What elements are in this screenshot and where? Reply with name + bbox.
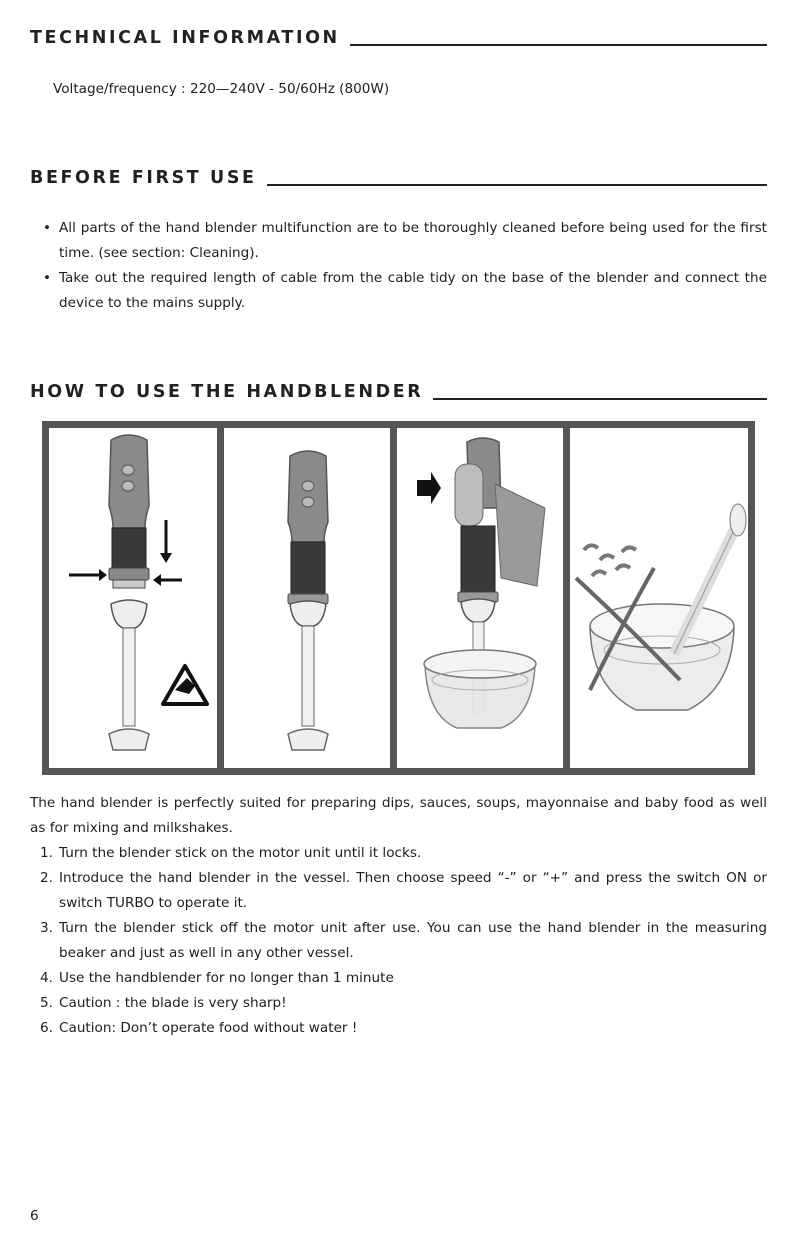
before-first-use-heading	[30, 169, 767, 187]
mixing-bowl-illustration	[570, 428, 748, 768]
section-title: HOW TO USE THE HANDBLENDER	[30, 382, 424, 402]
how-to-use-intro: The hand blender is perfectly suited for preparing dips, sauces, soups, mayonnaise and baby food as well as for mixing and milkshakes.	[30, 795, 767, 836]
how-to-use-steps	[30, 841, 767, 1041]
before-first-use-list	[30, 216, 767, 316]
attach-stick-illustration	[49, 428, 217, 768]
assembled-blender-illustration	[224, 428, 390, 768]
page-number: 6	[30, 1208, 39, 1224]
blender-in-vessel-illustration	[397, 428, 563, 768]
heading-rule	[433, 398, 767, 400]
usage-illustration	[42, 421, 755, 775]
list-item: 6. Caution: Don’t operate food without water !	[40, 1020, 358, 1036]
heading-rule	[350, 44, 767, 46]
panel-attach-stick	[49, 428, 217, 768]
section-title: BEFORE FIRST USE	[30, 168, 257, 188]
bullet-icon: •	[43, 220, 52, 236]
list-item: 5. Caution : the blade is very sharp!	[40, 995, 287, 1011]
how-to-use-heading	[30, 383, 767, 401]
list-item: 4. Use the handblender for no longer than 1 minute	[40, 970, 394, 986]
panel-assembled	[224, 428, 390, 768]
bullet-icon: •	[43, 270, 52, 286]
panel-mixing	[570, 428, 748, 768]
panel-in-vessel	[397, 428, 563, 768]
list-item: 1. Turn the blender stick on the motor unit until it locks.	[40, 845, 422, 861]
technical-information-heading	[30, 29, 767, 47]
list-item: 2. Introduce the hand blender in the vessel. Then choose speed “-” or “+” and press the switch ON or switch TURBO to operate it.	[40, 870, 767, 911]
list-item: 3. Turn the blender stick off the motor unit after use. You can use the hand blender in the measuring beaker and just as well in any other vessel.	[40, 920, 767, 961]
heading-rule	[267, 184, 767, 186]
list-item: • All parts of the hand blender multifunction are to be thoroughly cleaned before being used for the first time. (see section: Cleaning).	[30, 216, 767, 266]
list-item: • Take out the required length of cable from the cable tidy on the base of the blender and connect the device to the mains supply.	[30, 266, 767, 316]
voltage-spec: Voltage/frequency : 220—240V - 50/60Hz (800W)	[53, 81, 390, 97]
section-title: TECHNICAL INFORMATION	[30, 28, 340, 48]
